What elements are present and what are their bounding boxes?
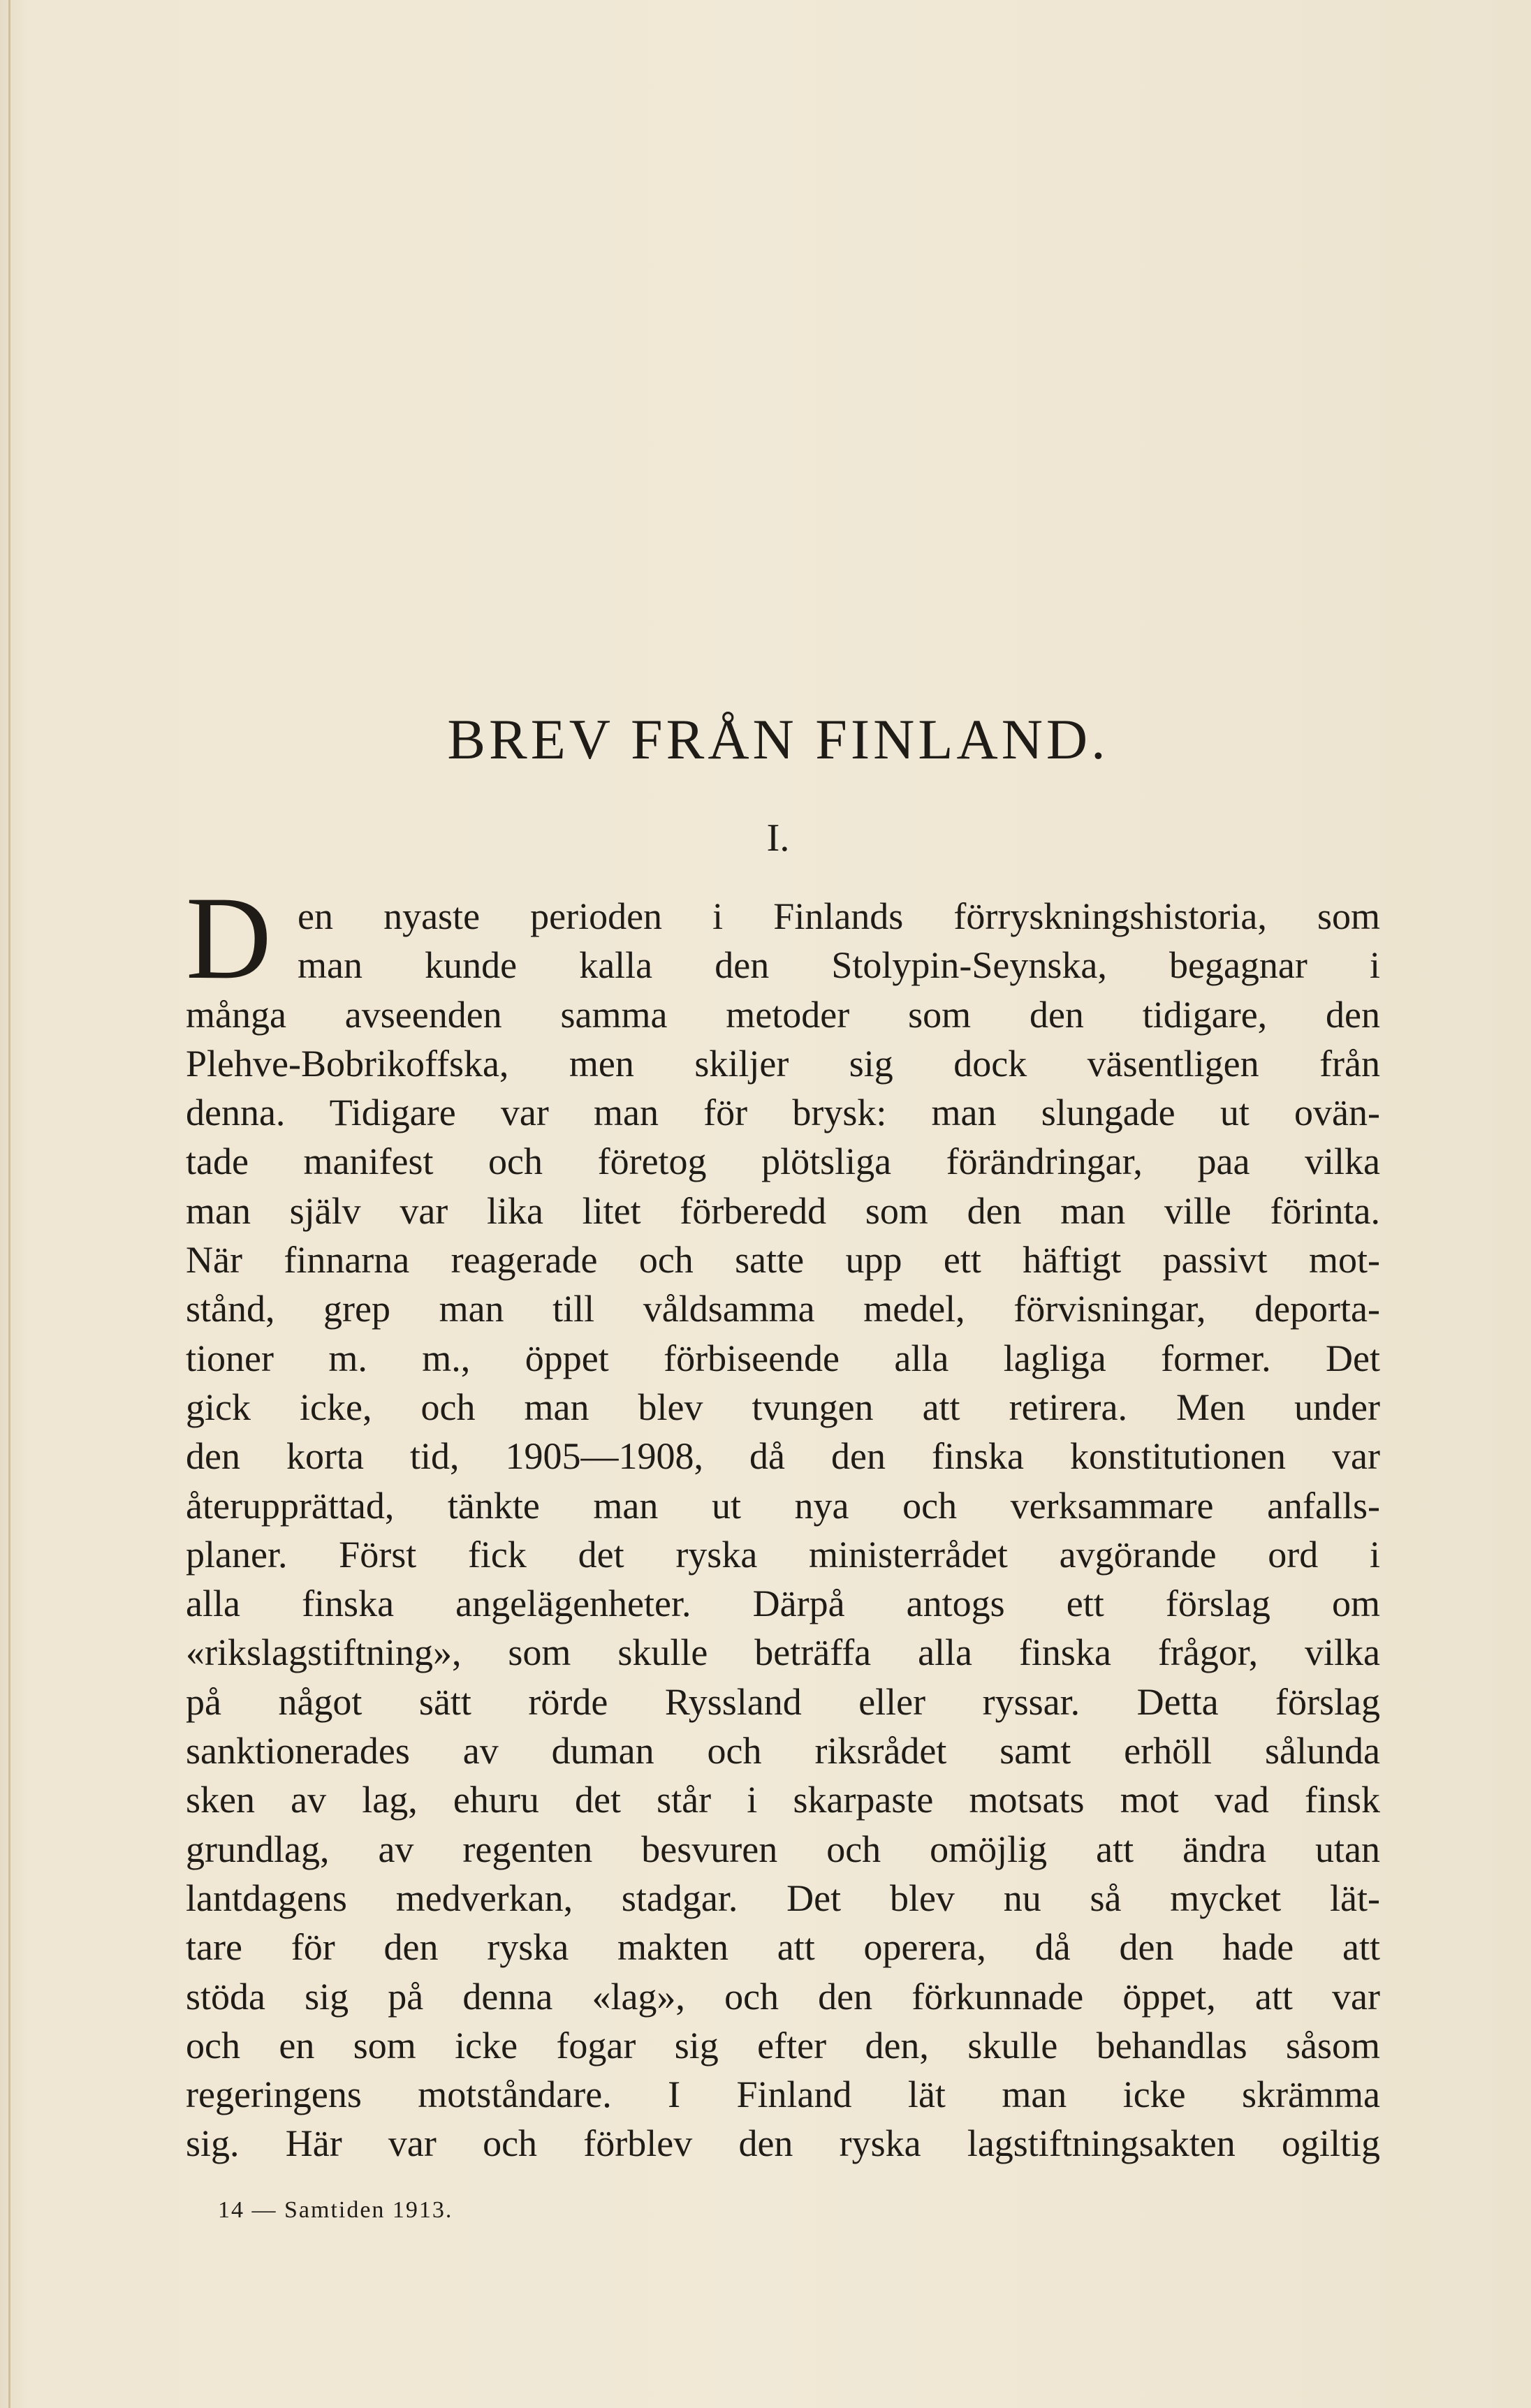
drop-cap-letter: D [186, 872, 272, 1004]
text-line: tade manifest och företog plötsliga förändringar, paa vilka [186, 1140, 1380, 1183]
text-line: alla finska angelägenheter. Därpå antogs ett förslag om [186, 1583, 1380, 1625]
text-line: återupprättad, tänkte man ut nya och verksammare anfalls- [186, 1484, 1380, 1527]
article-title: BREV FRÅN FINLAND. [447, 707, 1109, 771]
text-line: sanktionerades av duman och riksrådet samt erhöll sålunda [186, 1730, 1380, 1772]
text-line: När finnarna reagerade och satte upp ett häftigt passivt mot- [186, 1239, 1380, 1282]
section-number: I. [766, 816, 790, 860]
text-line: denna. Tidigare var man för brysk: man slungade ut ovän- [186, 1092, 1380, 1134]
text-line: grundlag, av regenten besvuren och omöjlig att ändra utan [186, 1828, 1380, 1870]
page-edge-shadow [8, 0, 10, 2408]
text-line: stöda sig på denna «lag», och den förkunnade öppet, att var [186, 1975, 1380, 2018]
text-line: den korta tid, 1905—1908, då den finska konstitutionen var [186, 1435, 1380, 1478]
text-line: många avseenden samma metoder som den tidigare, den [186, 993, 1380, 1036]
text-line: sken av lag, ehuru det står i skarpaste motsats mot vad finsk [186, 1779, 1380, 1821]
text-line: planer. Först fick det ryska ministerrådet avgörande ord i [186, 1533, 1380, 1576]
text-line: och en som icke fogar sig efter den, skulle behandlas såsom [186, 2024, 1380, 2066]
text-line: man kunde kalla den Stolypin-Seynska, begagnar i [298, 944, 1380, 987]
text-line: Plehve-Bobrikoffska, men skiljer sig dock väsentligen från [186, 1042, 1380, 1085]
text-line: «rikslagstiftning», som skulle beträffa alla finska frågor, vilka [186, 1631, 1380, 1674]
text-line: man själv var lika litet förberedd som den man ville förinta. [186, 1189, 1380, 1232]
text-line: lantdagens medverkan, stadgar. Det blev nu så mycket lät- [186, 1877, 1380, 1919]
page-footer-signature: 14 — Samtiden 1913. [218, 2197, 453, 2223]
text-line: stånd, grep man till våldsamma medel, förvisningar, deporta- [186, 1288, 1380, 1330]
text-line: regeringens motståndare. I Finland lät man icke skrämma [186, 2073, 1380, 2116]
text-line: på något sätt rörde Ryssland eller ryssar. Detta förslag [186, 1680, 1380, 1723]
text-line: gick icke, och man blev tvungen att retirera. Men under [186, 1386, 1380, 1428]
text-line: tare för den ryska makten att operera, då den hade att [186, 1926, 1380, 1969]
text-line: en nyaste perioden i Finlands förryskningshistoria, som [298, 895, 1380, 937]
article-body [186, 892, 1380, 2168]
text-line: tioner m. m., öppet förbiseende alla lagliga former. Det [186, 1337, 1380, 1379]
text-line: sig. Här var och förblev den ryska lagstiftningsakten ogiltig [186, 2122, 1380, 2165]
